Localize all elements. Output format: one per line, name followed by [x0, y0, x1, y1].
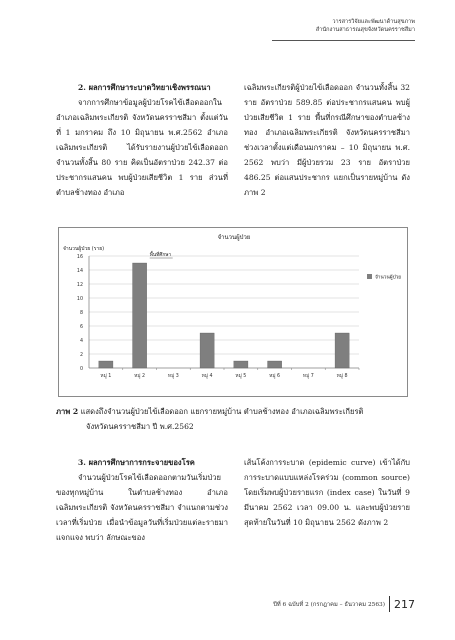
- section3-right-column: [244, 455, 410, 530]
- footer-divider: [389, 596, 390, 612]
- section2-paragraph: จากการศึกษาข้อมูลผู้ป่วยโรคไข้เลือดออกในอำเภอเฉลิมพระเกียรติ จังหวัดนครราชสีมา ตั้งแต่วันที่ 1 มกราคม ถึง 10 มิถุนายน พ.ศ.2562 อำเภอเฉลิมพระเกียรติ ได้รับรายงานผู้ป่วยไข้เลือดออก จำนวนทั้งสิ้น 80 ราย คิดเป็นอัตราป่วย 242.37 ต่อประชากรแสนคน พบผู้ป่วยเสียชีวิต 1 ราย ส่วนที่ตำบลช้างทอง อำเภอ: [56, 98, 228, 197]
- y-tick-label: 6: [79, 325, 83, 330]
- figure-caption-line1: แสดงถึงจำนวนผู้ป่วยไข้เลือดออก แยกรายหมู่บ้าน ตำบลช้างทอง อำเภอเฉลิมพระเกียรติ: [80, 407, 364, 416]
- section2-heading: 2. ผลการศึกษาระบาดวิทยาเชิงพรรณนา: [78, 83, 211, 92]
- publisher-name: สำนักงานสาธารณสุขจังหวัดนครราชสีมา: [315, 27, 415, 33]
- y-tick-label: 8: [79, 311, 83, 316]
- section3-left-column: [56, 455, 228, 545]
- legend-swatch: [367, 274, 372, 279]
- y-tick-label: 12: [76, 283, 83, 288]
- page-number: 217: [394, 597, 415, 611]
- figure-label: ภาพ 2: [56, 407, 79, 416]
- section3-heading: 3. ผลการศึกษาการกระจายของโรค: [78, 458, 195, 467]
- figure-caption: [56, 404, 412, 434]
- section2-right-column: [244, 80, 410, 200]
- header-divider: [272, 40, 415, 41]
- x-tick-label: หมู่ 6: [269, 374, 281, 379]
- section2-left-column: [56, 80, 228, 200]
- x-tick-label: หมู่ 7: [302, 374, 314, 379]
- chart-title: จำนวนผู้ป่วย: [217, 234, 251, 241]
- x-tick-label: หมู่ 1: [100, 374, 112, 379]
- page-footer: [273, 596, 415, 612]
- y-tick-label: 16: [76, 255, 83, 260]
- y-tick-label: 14: [76, 269, 83, 274]
- bar-5: [234, 361, 248, 368]
- x-tick-label: หมู่ 2: [134, 374, 146, 379]
- issue-info: ปีที่ 6 ฉบับที่ 2 (กรกฎาคม – ธันวาคม 2563): [273, 602, 385, 608]
- bar-4: [200, 333, 214, 368]
- legend-label: จำนวนผู้ป่วย: [375, 275, 402, 281]
- bar-6: [268, 361, 282, 368]
- y-tick-label: 0: [79, 367, 83, 372]
- section3-paragraph: จำนวนผู้ป่วยโรคไข้เลือดออกตามวันเริ่มป่วยของทุกหมู่บ้าน ในตำบลช้างทอง อำเภอเฉลิมพระเกียรติ จังหวัดนครราชสีมา จำแนกตามช่วงเวลาที่เริ่มป่วย เมื่อนำข้อมูลวันที่เริ่มป่วยแต่ละรายมาแจกแจง พบว่า ลักษณะของ: [56, 473, 228, 542]
- bar-1: [99, 361, 113, 368]
- bar-8: [335, 333, 349, 368]
- x-tick-label: หมู่ 3: [167, 374, 179, 379]
- journal-name: วารสารวิจัยและพัฒนาด้านสุขภาพ: [332, 19, 415, 25]
- x-tick-label: หมู่ 5: [235, 374, 247, 379]
- bar-chart: [59, 228, 409, 398]
- y-tick-label: 4: [79, 339, 83, 344]
- y-tick-label: 2: [79, 353, 83, 358]
- x-tick-label: หมู่ 8: [336, 374, 348, 379]
- section3-paragraph-continued: เส้นโค้งการระบาด (epidemic curve) เข้าได้กับการระบาดแบบแหล่งโรคร่วม (common source) โดยเริ่มพบผู้ป่วยรายแรก (index case) ในวันที่ 9 มีนาคม 2562 เวลา 09.00 น. และพบผู้ป่วยรายสุดท้ายในวันที่ 10 มิถุนายน 2562 ดังภาพ 2: [244, 458, 410, 527]
- figure-2-chart: [58, 227, 408, 397]
- study-area-annotation: พื้นที่ศึกษา: [149, 253, 172, 258]
- section2-paragraph-continued: เฉลิมพระเกียรติผู้ป่วยไข้เลือดออก จำนวนทั้งสิ้น 32 ราย อัตราป่วย 589.85 ต่อประชากรแสนคน พบผู้ป่วยเสียชีวิต 1 ราย พื้นที่กรณีศึกษาของตำบลช้างทอง อำเภอเฉลิมพระเกียรติ จังหวัดนครราชสีมา ช่วงเวลาตั้งแต่เดือนมกราคม – 10 มิถุนายน พ.ศ. 2562 พบว่า มีผู้ป่วยรวม 23 ราย อัตราป่วย 486.25 ต่อแสนประชากร แยกเป็นรายหมู่บ้าน ดังภาพ 2: [244, 83, 410, 197]
- figure-caption-line2: จังหวัดนครราชสีมา ปี พ.ศ.2562: [86, 422, 194, 431]
- x-tick-label: หมู่ 4: [201, 374, 213, 379]
- running-header: [316, 18, 415, 34]
- y-tick-label: 10: [76, 297, 83, 302]
- bar-2: [133, 263, 147, 368]
- y-axis-label: จำนวนผู้ป่วย (ราย): [63, 246, 105, 252]
